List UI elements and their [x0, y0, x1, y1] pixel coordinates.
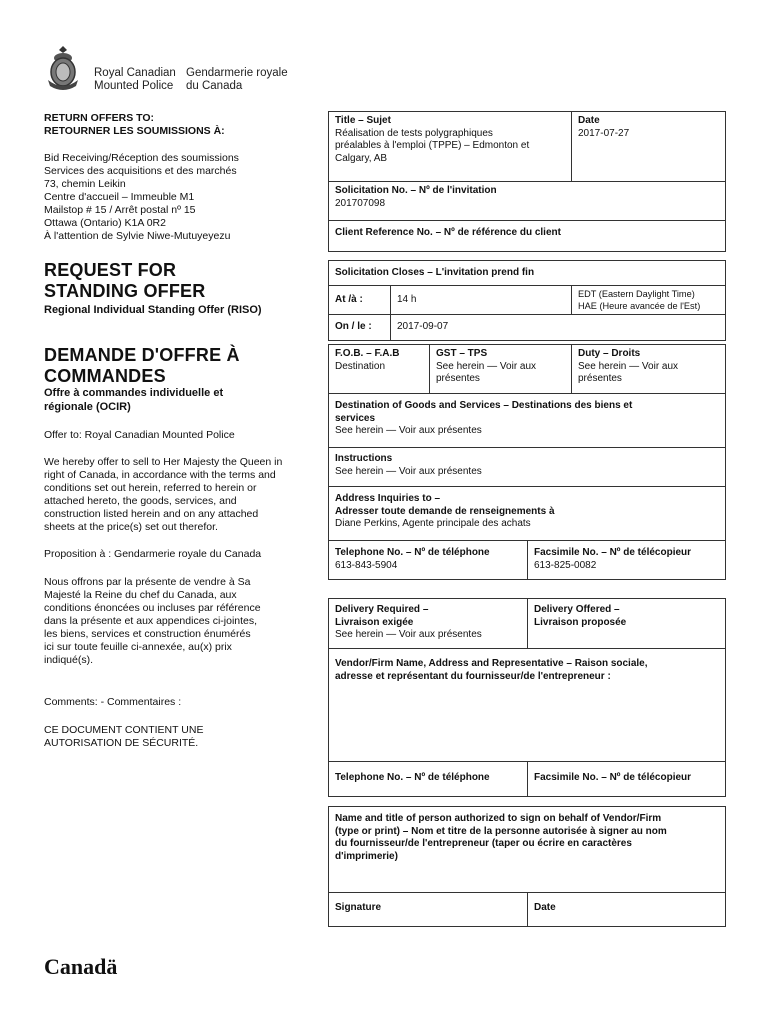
signature-date-box[interactable]: Date — [527, 892, 726, 927]
duty-box: Duty – Droits See herein — Voir aux présentes — [571, 344, 726, 394]
proposition: Proposition à : Gendarmerie royale du Canada — [44, 548, 262, 560]
vendor-facsimile-box[interactable]: Facsimile No. – Nº de télécopieur — [527, 761, 726, 797]
vendor-box[interactable]: Vendor/Firm Name, Address and Representative – Raison sociale, adresse et représentant du fournisseur/de l'entrepreneur : — [328, 648, 726, 762]
demande-title: DEMANDE D'OFFRE À COMMANDES — [44, 345, 240, 386]
instructions-box: Instructions See herein — Voir aux présentes — [328, 447, 726, 487]
return-offers-title: RETURN OFFERS TO: RETOURNER LES SOUMISSIONS À: — [44, 112, 225, 137]
delivery-required-box: Delivery Required – Livraison exigée See herein — Voir aux présentes — [328, 598, 528, 649]
security-notice: CE DOCUMENT CONTIENT UNE AUTORISATION DE SÉCURITÉ. — [44, 724, 204, 749]
offer-to: Offer to: Royal Canadian Mounted Police — [44, 429, 235, 441]
return-address: Bid Receiving/Réception des soumissions Services des acquisitions et des marchés 73, chemin Leikin Centre d'accueil – Immeuble M1 Mailstop # 15 / Arrêt postal nº 15 Ottawa (Ontario) K1A 0R2 À l'attention de Sylvie Niwe-Mutuyeyezu — [44, 152, 239, 242]
canada-wordmark: Canadä — [44, 954, 118, 979]
rcmp-crest-icon — [44, 44, 82, 92]
on-label-box: On / le : — [328, 314, 391, 341]
vendor-telephone-box[interactable]: Telephone No. – Nº de téléphone — [328, 761, 528, 797]
authorized-name-box[interactable]: Name and title of person authorized to sign on behalf of Vendor/Firm (type or print) – Nom et titre de la personne autorisée à signer au nom du fournisseur/de l'entrepreneur (taper ou écrire en caractères d'imprimerie) — [328, 806, 726, 893]
at-time-box: 14 h — [390, 285, 572, 315]
address-inquiries-box: Address Inquiries to – Adresser toute demande de renseignements à Diane Perkins, Agente principale des achats — [328, 486, 726, 541]
org-name: Royal Canadian Gendarmerie royale Mounted Police du Canada — [94, 67, 288, 92]
destination-box: Destination of Goods and Services – Destinations des biens et services See herein — Voir aux présentes — [328, 393, 726, 448]
request-title: REQUEST FOR STANDING OFFER — [44, 260, 206, 301]
client-ref-box: Client Reference No. – Nº de référence du client — [328, 220, 726, 252]
telephone-box: Telephone No. – Nº de téléphone 613-843-5904 — [328, 540, 528, 580]
request-subtitle: Regional Individual Standing Offer (RISO) — [44, 304, 262, 316]
on-date-box: 2017-09-07 — [390, 314, 726, 341]
gst-box: GST – TPS See herein — Voir aux présentes — [429, 344, 572, 394]
comments-label: Comments: - Commentaires : — [44, 696, 182, 708]
offer-paragraph-en: We hereby offer to sell to Her Majesty the Queen in right of Canada, in accordance with the terms and conditions set out herein, referred to herein or attached hereto, the goods, services, and construction listed herein and on any attached sheets at the price(s) set out therefor. — [44, 456, 283, 533]
delivery-offered-box[interactable]: Delivery Offered – Livraison proposée — [527, 598, 726, 649]
solicitation-closes-box: Solicitation Closes – L'invitation prend fin — [328, 260, 726, 286]
date-box: Date 2017-07-27 — [571, 111, 726, 182]
demande-subtitle: Offre à commandes individuelle et régionale (OCIR) — [44, 387, 224, 413]
signature-box[interactable]: Signature — [328, 892, 528, 927]
facsimile-box: Facsimile No. – Nº de télécopieur 613-825-0082 — [527, 540, 726, 580]
fob-box: F.O.B. – F.A.B Destination — [328, 344, 430, 394]
offer-paragraph-fr: Nous offrons par la présente de vendre à Sa Majesté la Reine du chef du Canada, aux conditions énoncées ou incluses par référence dans la présente et aux appendices ci-jointes, les biens, services et construction énumérés ici sur toute feuille ci-annexée, au(x) prix indiqué(s). — [44, 576, 261, 666]
solicitation-no-box: Solicitation No. – Nº de l'invitation 201707098 — [328, 181, 726, 221]
title-box: Title – Sujet Réalisation de tests polygraphiques préalables à l'emploi (TPPE) – Edmonton et Calgary, AB — [328, 111, 572, 182]
timezone-box: EDT (Eastern Daylight Time) HAE (Heure avancée de l'Est) — [571, 285, 726, 315]
at-label-box: At /à : — [328, 285, 391, 315]
